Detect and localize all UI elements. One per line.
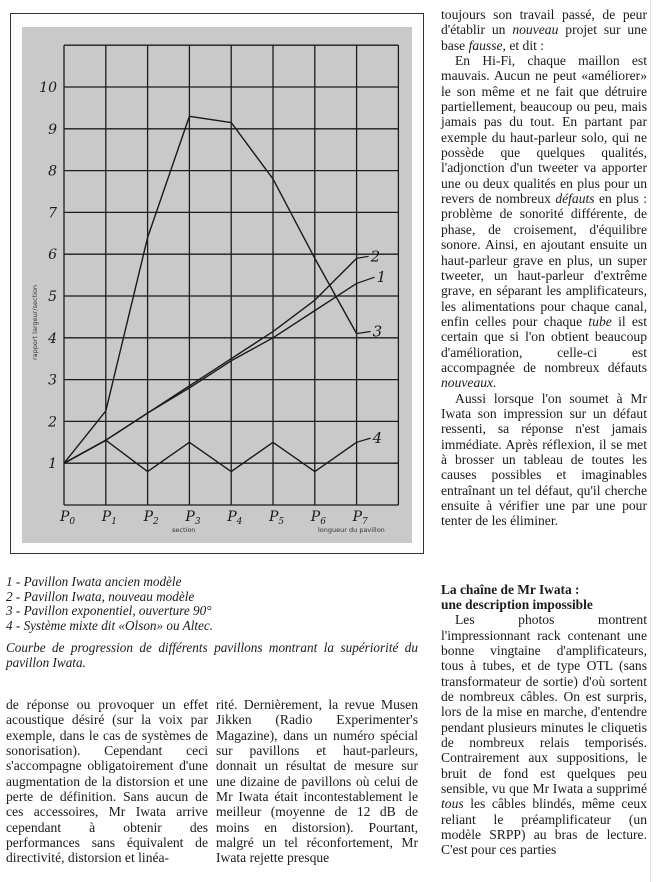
y-tick-label: 7 xyxy=(48,205,57,222)
chart-grid xyxy=(64,45,398,505)
x-tick-label: $P_2$ xyxy=(143,509,159,527)
legend-item-2: 2 - Pavillon Iwata, nouveau modèle xyxy=(6,588,195,604)
y-tick-label: 8 xyxy=(48,163,57,180)
body-column-2 xyxy=(216,697,418,866)
paragraph: En Hi-Fi, chaque maillon est mauvais. Aucun ne peut «améliorer» le son même et ne fait que détruire partiellement, beaucoup ou peu, mais jamais pas du tout. En partant par exemple du haut-parleur solo, qui ne possède que quelques qualités, l'adjonction d'un tweeter va apporter une ou deux qualités en plus pour un revers de nombreux défauts en plus : problème de sonorité différente, de phase, de croisement, d'équilibre sonore. Ainsi, en ajoutant ensuite un haut-parleur grave en plus, un super tweeter, un haut-parleur d'extrême grave, en séparant les amplificateurs, les alimentations pour chaque canal, enfin celles pour chaque tube il est certain que si l'on obtient beaucoup d'amélioration, celle-ci est accompagnée de nombreux défauts nouveaux. xyxy=(441,53,648,391)
series-line-3 xyxy=(64,116,357,463)
x-tick-label: $P_7$ xyxy=(352,509,368,527)
y-tick-label: 1 xyxy=(48,456,57,473)
x-tick-label: $P_0$ xyxy=(60,509,76,527)
legend-item-3: 3 - Pavillon exponentiel, ouverture 90° xyxy=(6,603,212,618)
y-axis-label: rapport largeur/section xyxy=(31,284,39,360)
page-edge xyxy=(650,0,651,882)
y-tick-label: 5 xyxy=(48,289,57,305)
curve-label-leader xyxy=(357,256,369,258)
series-line-4 xyxy=(64,440,357,471)
y-tick-label: 4 xyxy=(48,330,57,347)
curve-label-4: 4 xyxy=(372,429,383,448)
curve-label-leader xyxy=(357,277,375,283)
paragraph: Aussi lorsque l'on soumet à Mr Iwata son impression sur un défaut ressenti, sa réponse n'est jamais immédiate. Après réflexion, il se met à brosser un tableau de toutes les causes possibles et imaginables entraînant un tel défaut, qu'il cherche ensuite à vérifier une par une pour tenter de les éliminer. xyxy=(441,390,647,529)
paragraph: Les photos montrent l'impressionnant rack contenant une bonne vingtaine d'amplificateurs, tous à tubes, et de type OTL (sans transformateur de sortie) d'où sortent de nombreux câbles. On est surpris, lors de la mise en marche, d'entendre pendant plusieurs minutes le cliquetis de nombreux relais temporisés. Contrairement aux suppositions, le bruit de fond est quelques peu sensible, vu que Mr Iwata a supprimé tous les câbles blindés, même ceux reliant le préamplificateur (un modèle SRPP) au bras de lecture. C'est pour ces parties xyxy=(441,612,647,858)
paragraph: rité. Dernièrement, la revue Musen Jikken (Radio Experimenter's Magazine), dans un numéro spécial sur pavillons et haut-parleurs, donnait un résultat de mesure sur une dizaine de pavillons où celui de Mr Iwata était incontestablement le meilleur (moyenne de 12 dB de moins en distorsion). Pourtant, malgré un tel réconfortement, Mr Iwata rejette presque xyxy=(216,697,418,866)
y-tick-label: 10 xyxy=(39,80,57,96)
curve-label-2: 2 xyxy=(370,247,381,266)
section-block xyxy=(441,583,647,858)
curve-label-leader xyxy=(357,332,371,334)
x-axis-label-length: longueur du pavillon xyxy=(318,526,385,534)
series-line-1 xyxy=(64,283,357,463)
body-column-1 xyxy=(6,697,208,866)
y-tick-label: 6 xyxy=(48,247,57,264)
section-heading: La chaîne de Mr Iwata : une description impossible xyxy=(441,582,593,612)
y-axis-ticks xyxy=(39,80,57,472)
paragraph: de réponse ou provoquer un effet acoustique désiré (sur la voix par exemple, dans le cas de systèmes de sonorisation). Cependant ceci s'accompagne obligatoirement d'une augmentation de la distorsion et une perte de définition. Sans aucun de ces accessoires, Mr Iwata arrive cependant à obtenir des performances sans équivalent de directivité, distorsion et linéa- xyxy=(6,697,208,866)
series-line-2 xyxy=(64,258,357,463)
x-axis-label-section: section xyxy=(172,526,196,534)
curve-label-leader xyxy=(357,438,371,442)
legend-item-1: 1 - Pavillon Iwata ancien modèle xyxy=(6,574,182,589)
x-tick-label: $P_3$ xyxy=(185,509,201,527)
x-axis-ticks xyxy=(59,509,368,527)
curve-label-3: 3 xyxy=(372,322,383,341)
body-column-3 xyxy=(441,7,647,529)
x-tick-label: $P_6$ xyxy=(310,509,326,527)
chart-legend xyxy=(6,575,416,633)
x-tick-label: $P_5$ xyxy=(269,509,285,527)
curve-labels xyxy=(357,247,387,447)
y-tick-label: 9 xyxy=(48,121,57,138)
y-tick-label: 2 xyxy=(48,414,57,431)
curve-label-1: 1 xyxy=(376,268,387,287)
x-tick-label: $P_4$ xyxy=(227,509,243,527)
figure-caption: Courbe de progression de différents pavillons montrant la supériorité du pavillon Iwata. xyxy=(6,640,418,670)
chart-series xyxy=(64,116,357,471)
legend-item-4: 4 - Système mixte dit «Olson» ou Altec. xyxy=(6,617,214,633)
y-tick-label: 3 xyxy=(48,372,57,389)
paragraph: toujours son travail passé, de peur d'établir un nouveau projet sur une base fausse, et dit : xyxy=(441,7,647,53)
x-tick-label: $P_1$ xyxy=(101,509,117,527)
